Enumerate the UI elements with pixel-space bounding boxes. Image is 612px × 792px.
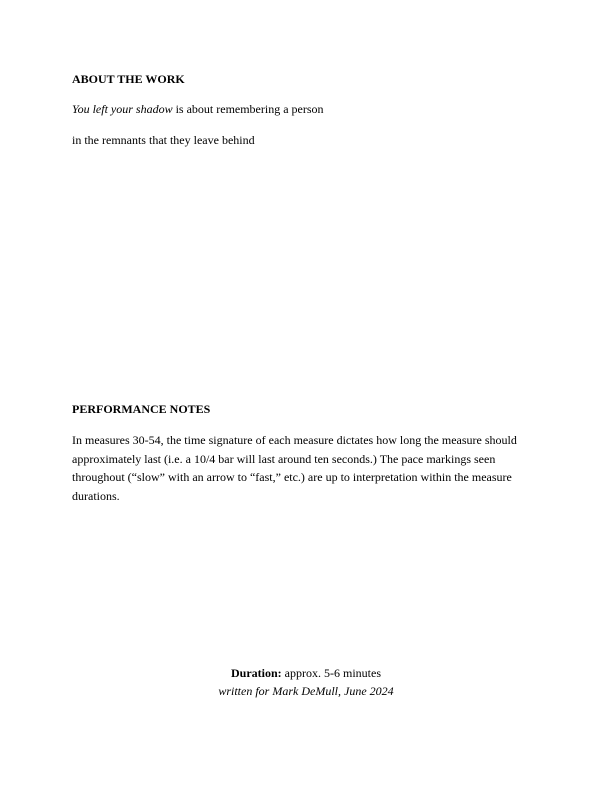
about-line-2	[72, 133, 542, 148]
performance-section	[72, 402, 542, 417]
about-section	[72, 72, 542, 87]
work-title: You left your shadow	[72, 102, 173, 116]
duration-value: approx. 5-6 minutes	[281, 666, 381, 680]
dedication-text: written for Mark DeMull, June 2024	[218, 684, 394, 698]
duration-label: Duration:	[231, 666, 282, 680]
performance-heading: PERFORMANCE NOTES	[72, 402, 211, 416]
dedication-line	[0, 684, 612, 699]
about-heading: ABOUT THE WORK	[72, 72, 185, 86]
performance-notes	[72, 431, 534, 505]
about-line-1	[72, 102, 542, 117]
performance-notes-text: In measures 30-54, the time signature of each measure dictates how long the measure should approximately last (i.e. a 10/4 bar will last around ten seconds.) The pace markings seen throughout (“slow” with an arrow to “fast,” etc.) are up to interpretation within the measure durations.	[72, 433, 517, 503]
about-line-1-text: is about remembering a person	[172, 102, 324, 116]
about-line-2-text: in the remnants that they leave behind	[72, 133, 255, 147]
duration-line	[0, 666, 612, 681]
